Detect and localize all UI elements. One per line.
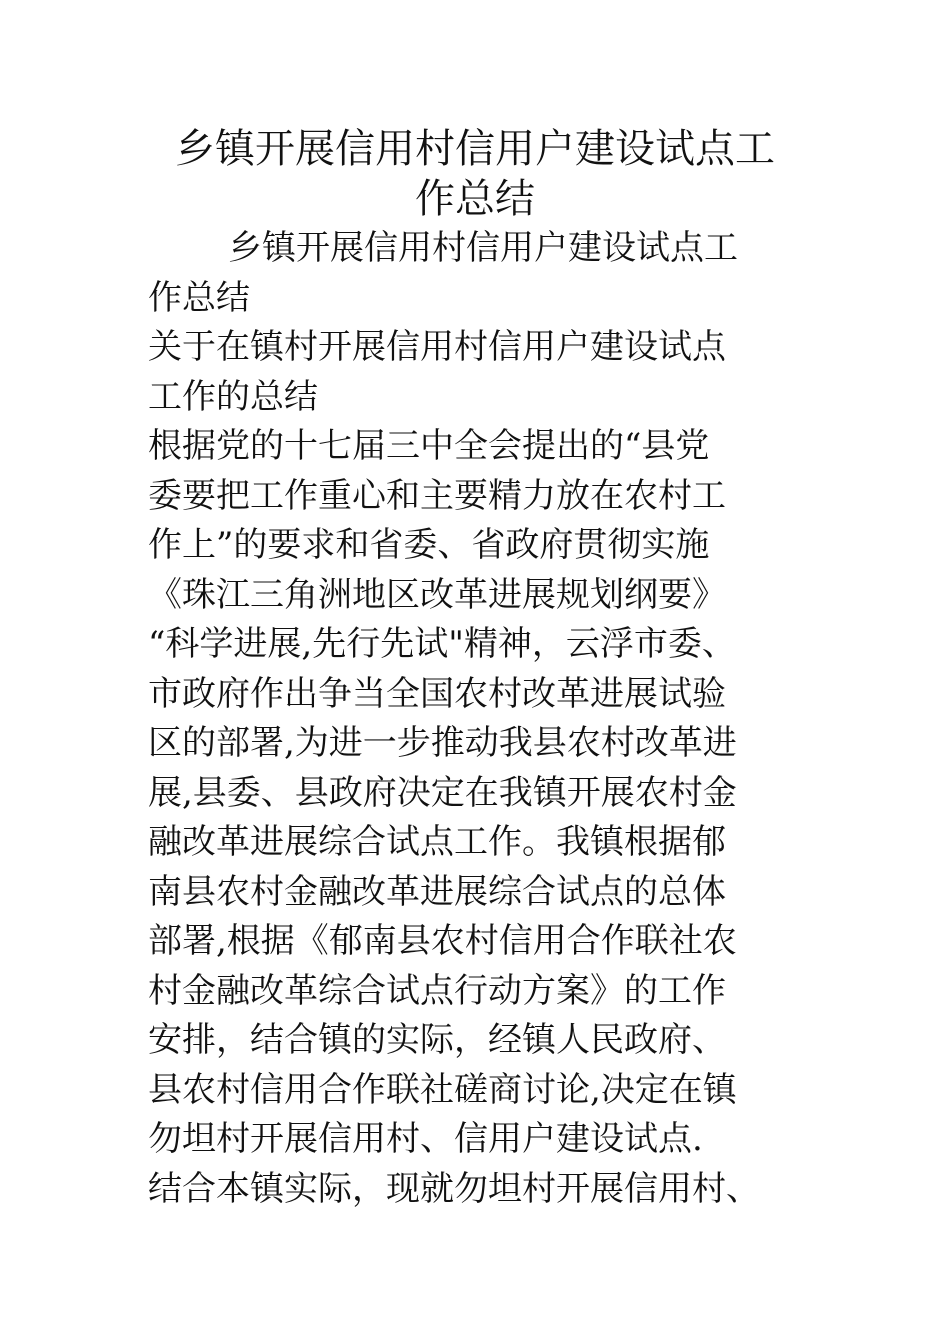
document-title — [148, 124, 802, 224]
body-line: 作上”的要求和省委、省政府贯彻实施 — [148, 525, 710, 565]
body-line: 工作的总结 — [148, 376, 318, 417]
body-line: 村金融改革综合试点行动方案》的工作 — [148, 970, 726, 1011]
body-line: 市政府作出争当全国农村改革进展试验 — [148, 673, 726, 714]
body-line: 部署,根据《郁南县农村信用合作联社农 — [148, 921, 737, 961]
body-line: 南县农村金融改革进展综合试点的总体 — [148, 871, 726, 912]
body-line: 乡镇开展信用村信用户建设试点工 — [228, 228, 738, 268]
body-line: 安排，结合镇的实际，经镇人民政府、 — [148, 1020, 726, 1060]
body-line: 展,县委、县政府决定在我镇开展农村金 — [148, 772, 737, 813]
body-line: 关于在镇村开展信用村信用户建设试点 — [148, 327, 726, 367]
body-line: 区的部署,为进一步推动我县农村改革进 — [148, 723, 737, 763]
title-line-2: 作总结 — [415, 176, 535, 222]
body-line: “科学进展,先行先试"精神，云浮市委、 — [148, 624, 736, 664]
body-line: 委要把工作重心和主要精力放在农村工 — [148, 475, 726, 516]
body-line: 根据党的十七届三中全会提出的“县党 — [148, 426, 710, 466]
body-line: 融改革进展综合试点工作。我镇根据郁 — [148, 822, 726, 862]
body-line: 作总结 — [148, 277, 250, 318]
body-line: 县农村信用合作联社磋商讨论,决定在镇 — [148, 1069, 737, 1110]
body-line: 《珠江三角洲地区改革进展规划纲要》 — [148, 574, 726, 615]
title-line-1: 乡镇开展信用村信用户建设试点工 — [175, 126, 775, 172]
document-body — [148, 224, 828, 1214]
body-line: 勿坦村开展信用村、信用户建设试点. — [148, 1119, 703, 1159]
body-line: 结合本镇实际，现就勿坦村开展信用村、 — [148, 1168, 760, 1209]
